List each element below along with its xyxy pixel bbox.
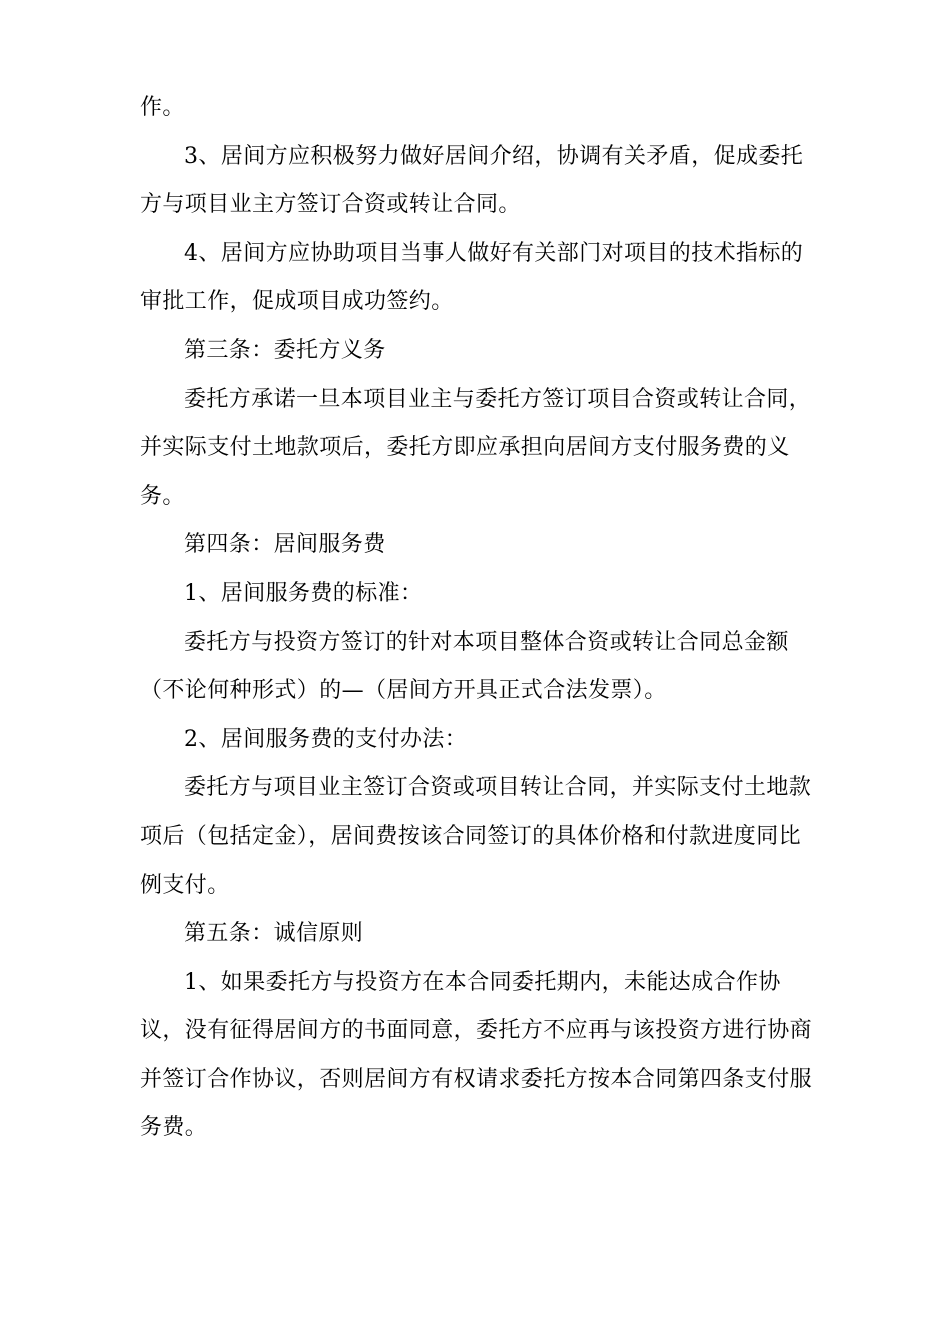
paragraph-article-3-body: 委托方承诺一旦本项目业主与委托方签订项目合资或转让合同，并实际支付土地款项后，委托方即应承担向居间方支付服务费的义务。 [140,386,812,509]
paragraph-article-4-item-1-title: 1、居间服务费的标准： [184,580,423,606]
paragraph-article-4-item-2-title: 2、居间服务费的支付办法： [184,726,468,752]
heading-article-4: 第四条：居间服务费 [184,532,386,558]
paragraph-article-4-item-2-body: 委托方与项目业主签订合资或项目转让合同，并实际支付土地款项后（包括定金），居间费按该合同签订的具体价格和付款进度同比例支付。 [140,775,812,898]
paragraph-article-4-item-1-body: 委托方与投资方签订的针对本项目整体合资或转让合同总金额（不论何种形式）的—（居间方开具正式合法发票）。 [140,629,789,704]
heading-article-5: 第五条：诚信原则 [184,921,364,947]
paragraph-continuation: 作。 [140,95,185,120]
paragraph-article-5-item-1: 1、如果委托方与投资方在本合同委托期内，未能达成合作协议，没有征得居间方的书面同意，委托方不应再与该投资方进行协商并签订合作协议，否则居间方有权请求委托方按本合同第四条支付服务费。 [140,969,813,1141]
paragraph-clause-2-item-4: 4、居间方应协助项目当事人做好有关部门对项目的技术指标的审批工作，促成项目成功签约。 [140,240,804,315]
document-body [140,84,820,1153]
paragraph-clause-2-item-3: 3、居间方应积极努力做好居间介绍，协调有关矛盾，促成委托方与项目业主方签订合资或转让合同。 [140,143,804,218]
heading-article-3: 第三条：委托方义务 [184,337,386,363]
